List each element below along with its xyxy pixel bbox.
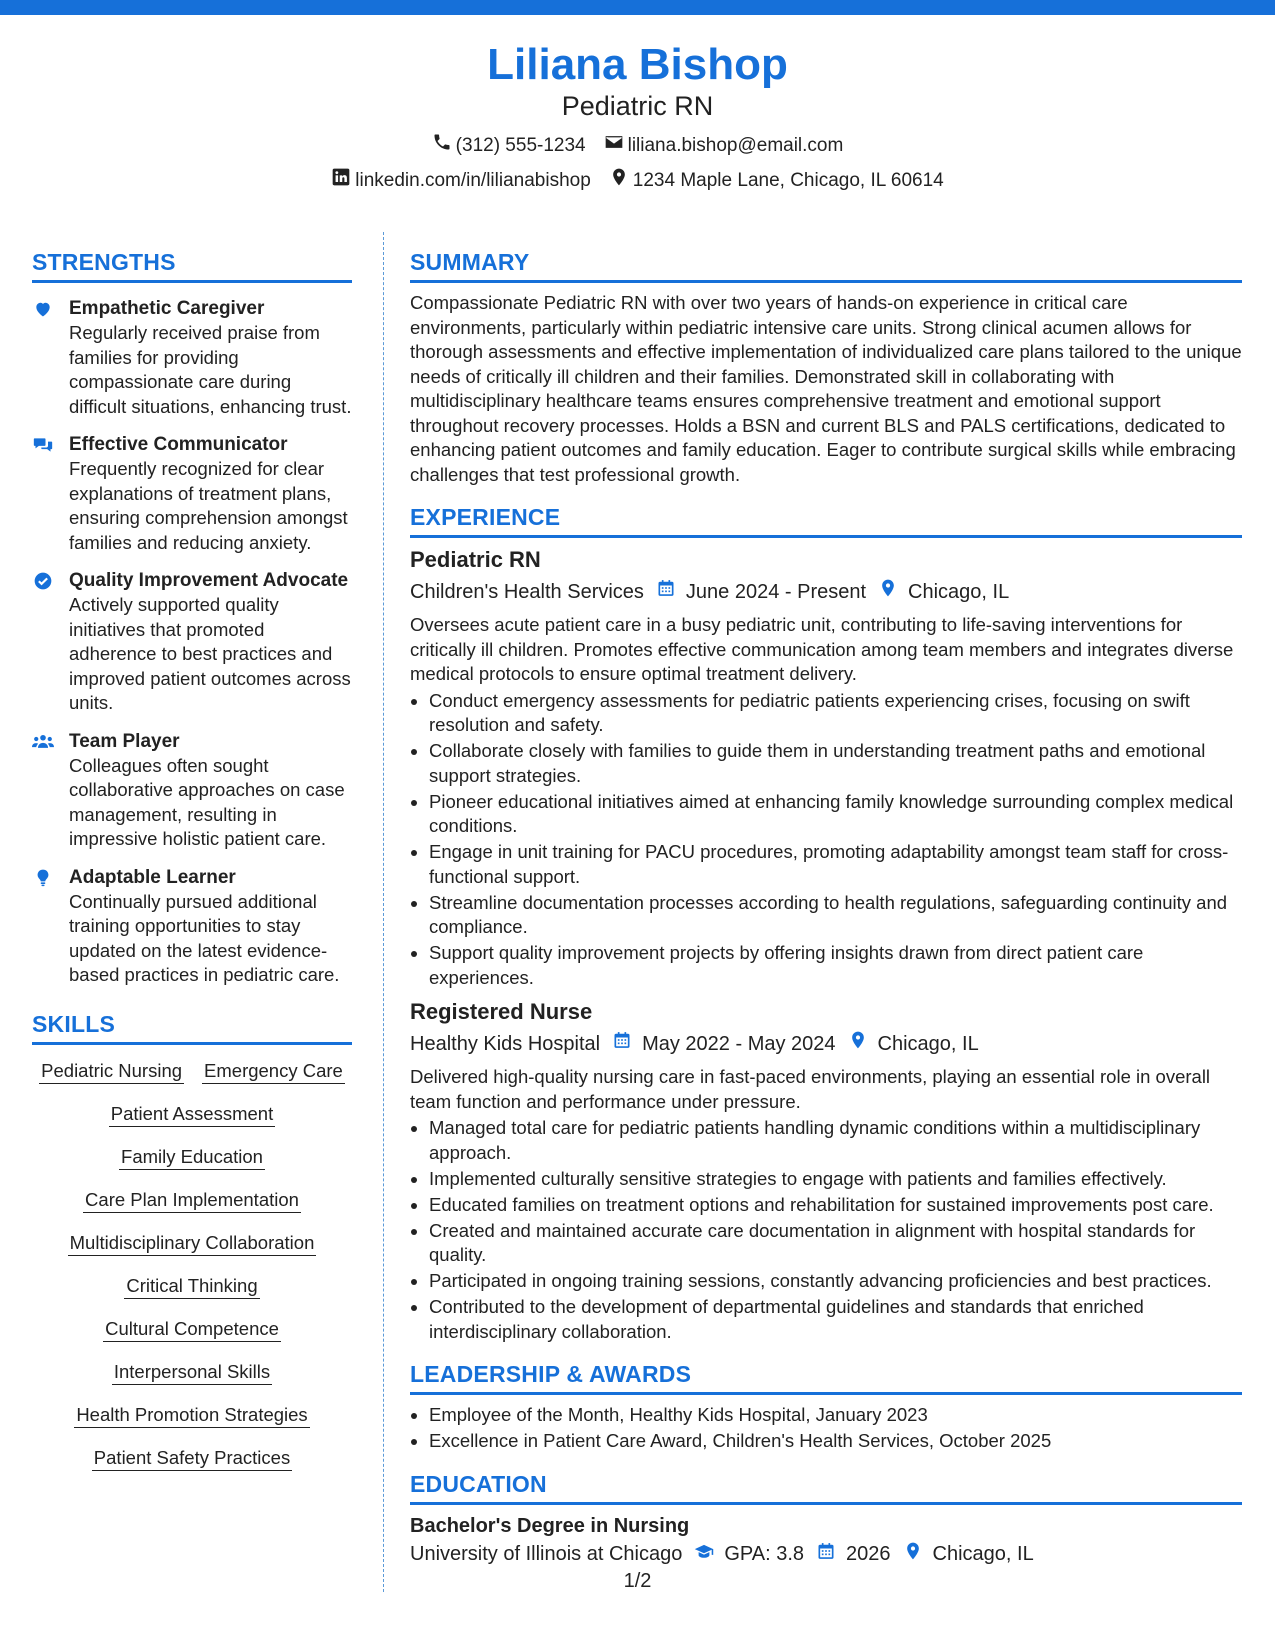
- job-title: Registered Nurse: [410, 999, 593, 1024]
- strength-desc: Actively supported quality initiatives that promoted adherence to best practices and improved patient outcomes across units.: [69, 594, 351, 713]
- linkedin-icon: [331, 167, 351, 194]
- location-text: Chicago, IL: [932, 1543, 1034, 1565]
- education-meta: [410, 1541, 1242, 1568]
- employer-name: Healthy Kids Hospital: [410, 1032, 601, 1055]
- envelope-icon: [604, 132, 624, 159]
- location-text: Chicago, IL: [908, 580, 1010, 603]
- awards-list: [410, 1403, 1242, 1454]
- address-contact: [609, 167, 944, 194]
- skills-heading: SKILLS: [32, 1010, 352, 1045]
- people-group-icon: [32, 730, 69, 852]
- check-badge-icon: [32, 569, 69, 716]
- strength-item: [32, 297, 352, 419]
- employer-name: Children's Health Services: [410, 580, 644, 603]
- awards-heading: LEADERSHIP & AWARDS: [410, 1360, 1242, 1395]
- strength-title: Empathetic Caregiver: [69, 298, 265, 319]
- school-name: University of Illinois at Chicago: [410, 1543, 683, 1565]
- left-column: [32, 248, 352, 1471]
- strength-item: [32, 730, 352, 852]
- skill-tag: Multidisciplinary Collaboration: [68, 1231, 317, 1256]
- list-item: • Support quality improvement projects by offering insights drawn from direct patient care experiences.: [429, 941, 1242, 990]
- list-item: • Implemented culturally sensitive strategies to engage with patients and families effectively.: [429, 1167, 1242, 1192]
- list-item: • Contributed to the development of departmental guidelines and standards that enriched interdisciplinary collaboration.: [429, 1295, 1242, 1344]
- linkedin-text[interactable]: linkedin.com/in/lilianabishop: [355, 169, 591, 191]
- email-contact[interactable]: [604, 132, 844, 159]
- strength-title: Team Player: [69, 730, 180, 752]
- job-location: [878, 578, 1009, 605]
- skill-tag: Patient Assessment: [109, 1102, 275, 1127]
- job-title: Pediatric RN: [410, 547, 541, 572]
- job-entry: [410, 546, 1242, 990]
- education-heading: EDUCATION: [410, 1470, 1242, 1505]
- map-pin-icon: [609, 167, 629, 194]
- dates-text: June 2024 - Present: [685, 580, 867, 603]
- list-item: • Engage in unit training for PACU procedures, promoting adaptability amongst team staff for cross-functional support.: [429, 840, 1242, 889]
- skill-tag: Critical Thinking: [124, 1274, 259, 1299]
- map-pin-icon: [903, 1541, 923, 1568]
- list-item: • Managed total care for pediatric patients handling dynamic conditions within a multidisciplinary approach.: [429, 1116, 1242, 1165]
- linkedin-contact[interactable]: [331, 167, 591, 194]
- right-column: [410, 248, 1242, 1568]
- strengths-heading: STRENGTHS: [32, 248, 352, 283]
- education-year: [816, 1541, 891, 1568]
- strength-title: Adaptable Learner: [69, 866, 236, 888]
- list-item: • Employee of the Month, Healthy Kids Hospital, January 2023: [429, 1403, 1242, 1428]
- map-pin-icon: [878, 578, 898, 605]
- strength-title: Effective Communicator: [69, 434, 288, 455]
- calendar-icon: [816, 1541, 836, 1568]
- skill-tag: Care Plan Implementation: [83, 1188, 301, 1213]
- job-bullets: [410, 689, 1242, 991]
- list-item: • Collaborate closely with families to guide them in understanding treatment paths and emotional support strategies.: [429, 739, 1242, 788]
- list-item: • Streamline documentation processes according to health regulations, safeguarding continuity and compliance.: [429, 891, 1242, 940]
- gpa-text: GPA: 3.8: [724, 1543, 805, 1565]
- experience-heading: EXPERIENCE: [410, 503, 1242, 538]
- job-dates: [656, 578, 866, 605]
- skill-tag: Cultural Competence: [103, 1317, 281, 1342]
- calendar-icon: [612, 1030, 632, 1057]
- skill-tag: Health Promotion Strategies: [74, 1403, 309, 1428]
- graduation-cap-icon: [694, 1541, 714, 1568]
- degree-title: Bachelor's Degree in Nursing: [410, 1514, 690, 1537]
- chat-bubbles-icon: [32, 433, 69, 555]
- calendar-icon: [656, 578, 676, 605]
- year-text: 2026: [846, 1543, 891, 1565]
- gpa: [694, 1541, 804, 1568]
- dates-text: May 2022 - May 2024: [642, 1032, 836, 1055]
- page-number: 1/2: [623, 1570, 652, 1592]
- job-meta: [410, 1030, 1242, 1057]
- list-item: • Participated in ongoing training sessions, constantly advancing proficiencies and best practices.: [429, 1269, 1242, 1294]
- job-description: Delivered high-quality nursing care in fast-paced environments, playing an essential role in overall team function and performance under pressure.: [410, 1066, 1211, 1112]
- lightbulb-icon: [32, 866, 69, 988]
- strength-desc: Colleagues often sought collaborative approaches on case management, resulting in impressive holistic patient care.: [69, 754, 345, 849]
- strength-desc: Frequently recognized for clear explanations of treatment plans, ensuring comprehension amongst families and reducing anxiety.: [69, 458, 348, 553]
- resume-header: [0, 40, 1275, 194]
- job-bullets: [410, 1116, 1242, 1344]
- email-text[interactable]: liliana.bishop@email.com: [627, 134, 844, 156]
- column-divider: [383, 232, 384, 1592]
- strength-item: [32, 569, 352, 716]
- job-description: Oversees acute patient care in a busy pediatric unit, contributing to life-saving interventions for critically ill children. Promotes effective communication among team members and integrates diverse medical protocols to ensure optimal treatment delivery.: [410, 614, 1234, 684]
- strength-desc: Continually pursued additional training opportunities to stay updated on the latest evidence-based practices in pediatric care.: [69, 890, 340, 985]
- skills-list: [32, 1059, 352, 1471]
- phone-icon: [432, 132, 452, 159]
- education-location: [903, 1541, 1034, 1568]
- list-item: • Educated families on treatment options and rehabilitation for sustained improvements post care.: [429, 1193, 1242, 1218]
- phone-text: (312) 555-1234: [455, 134, 586, 156]
- skill-tag: Pediatric Nursing: [39, 1059, 184, 1084]
- top-accent-bar: [0, 0, 1275, 15]
- strength-item: [32, 433, 352, 555]
- job-entry: [410, 998, 1242, 1344]
- skill-tag: Emergency Care: [202, 1059, 345, 1084]
- job-location: [848, 1030, 979, 1057]
- strength-desc: Regularly received praise from families for providing compassionate care during difficult situations, enhancing trust.: [69, 322, 352, 417]
- phone-contact: [432, 132, 586, 159]
- strength-title: Quality Improvement Advocate: [69, 570, 349, 591]
- candidate-role: Pediatric RN: [561, 91, 714, 121]
- list-item: • Pioneer educational initiatives aimed at enhancing family knowledge surrounding complex medical conditions.: [429, 790, 1242, 839]
- contact-line-2: [0, 167, 1275, 194]
- skill-tag: Interpersonal Skills: [112, 1360, 272, 1385]
- summary-heading: SUMMARY: [410, 248, 1242, 283]
- summary-text: Compassionate Pediatric RN with over two years of hands-on experience in critical care environments, particularly within pediatric intensive care units. Strong clinical acumen allows for thorough assessments and effective implementation of individualized care plans tailored to the unique needs of critically ill children and their families. Demonstrated skill in collaborating with multidisciplinary healthcare teams ensures comprehensive treatment and emotional support throughout recovery processes. Holds a BSN and current BLS and PALS certifications, dedicated to enhancing patient outcomes and family education. Eager to contribute surgical skills while embracing challenges that test professional growth.: [410, 292, 1242, 485]
- candidate-name: Liliana Bishop: [487, 40, 788, 89]
- list-item: • Excellence in Patient Care Award, Children's Health Services, October 2025: [429, 1429, 1242, 1454]
- address-text: 1234 Maple Lane, Chicago, IL 60614: [632, 169, 944, 191]
- strength-item: [32, 866, 352, 988]
- contact-line-1: [0, 132, 1275, 159]
- location-text: Chicago, IL: [877, 1032, 979, 1055]
- skill-tag: Family Education: [119, 1145, 265, 1170]
- heart-icon: [32, 297, 69, 419]
- job-dates: [612, 1030, 835, 1057]
- list-item: • Created and maintained accurate care documentation in alignment with hospital standards for quality.: [429, 1219, 1242, 1268]
- list-item: • Conduct emergency assessments for pediatric patients experiencing crises, focusing on swift resolution and safety.: [429, 689, 1242, 738]
- skill-tag: Patient Safety Practices: [92, 1446, 292, 1471]
- map-pin-icon: [848, 1030, 868, 1057]
- job-meta: [410, 578, 1242, 605]
